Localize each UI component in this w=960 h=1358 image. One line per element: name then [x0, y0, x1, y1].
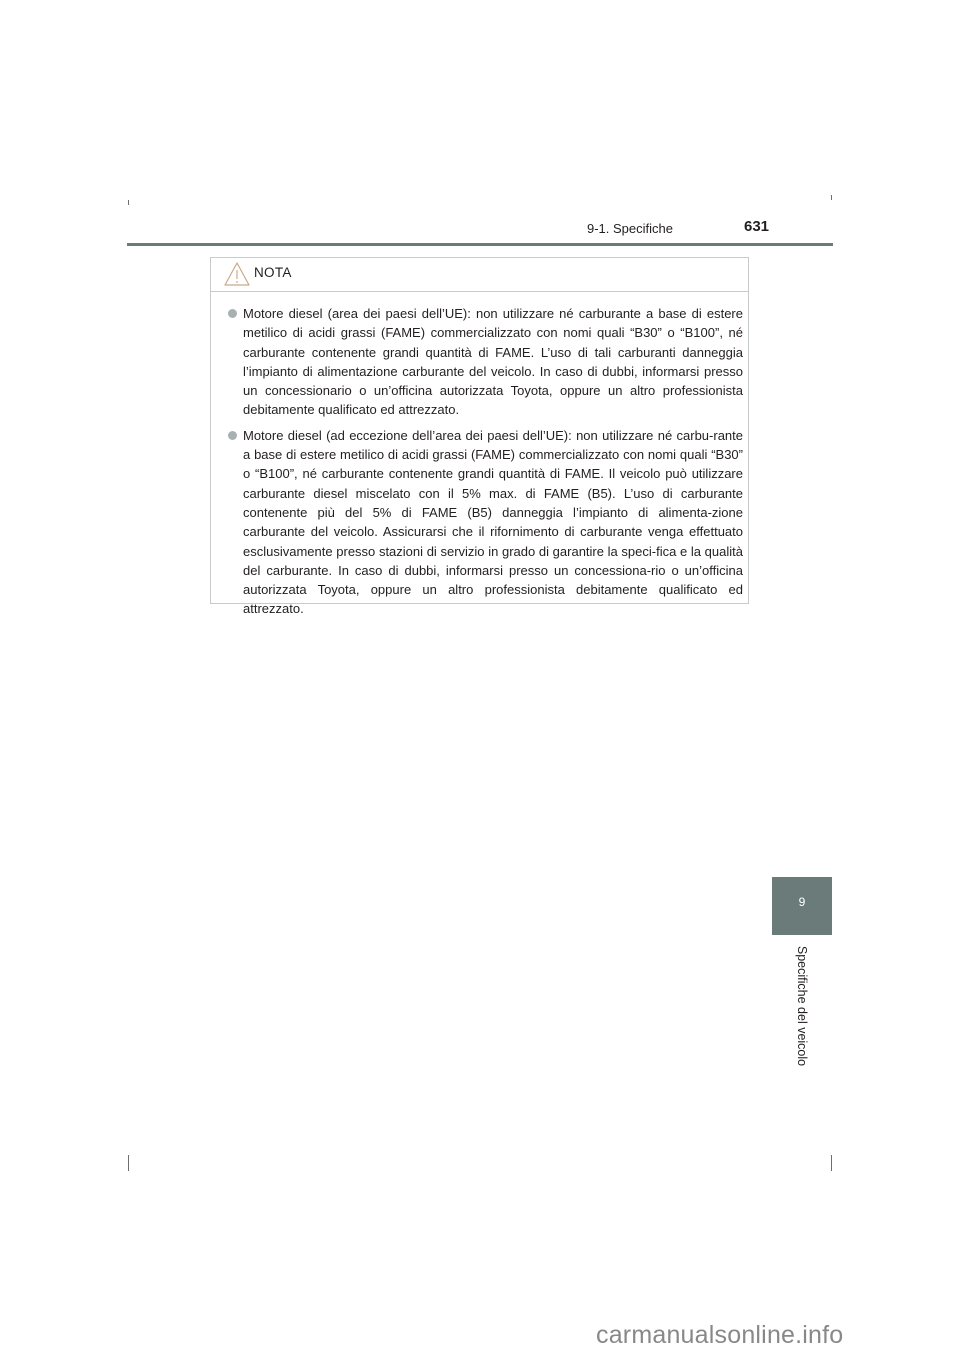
page-number: 631 — [744, 218, 770, 235]
crop-mark-bottom-left — [128, 1155, 129, 1171]
notice-item — [228, 426, 743, 619]
notice-item — [228, 304, 743, 420]
chapter-title: Specifiche del veicolo — [795, 945, 809, 1067]
crop-mark-top-right — [831, 195, 832, 200]
chapter-number: 9 — [798, 895, 806, 909]
notice-item-text: Motore diesel (ad eccezione dell’area dei paesi dell’UE): non utilizzare né carbu-rante a base di estere metilico di acidi grassi (FAME) commercializzato con nomi quali “B30” o “B100”, né carburante contenente grandi quantità di FAME. Il veicolo può utilizzare carburante diesel miscelato con il 5% max. di FAME (B5). L’uso di carburante contenente più del 5% di FAME (B5) danneggia l’impianto di alimenta-zione carburante del veicolo. Assicurarsi che il rifornimento di carburante venga effettuato esclusivamente presso stazioni di servizio in grado di garantire la speci-fica e la qualità del carburante. In caso di dubbi, informarsi presso un concessiona-rio o un’officina autorizzata Toyota, oppure un altro professionista debitamente qualificato ed attrezzato. — [243, 427, 743, 617]
notice-header — [211, 258, 748, 292]
crop-mark-top-left — [128, 200, 129, 205]
watermark: carmanualsonline.info — [596, 1321, 844, 1349]
header-rule — [127, 243, 833, 246]
chapter-tab — [772, 877, 832, 935]
notice-title: NOTA — [254, 265, 292, 280]
notice-box — [210, 257, 749, 617]
bullet-icon — [228, 309, 237, 318]
warning-triangle-icon — [224, 261, 250, 287]
section-header: 9-1. Specifiche — [587, 221, 673, 236]
notice-item-text: Motore diesel (area dei paesi dell’UE): non utilizzare né carburante a base di estere metilico di acidi grassi (FAME) commercializzato con nomi quali “B30” o “B100”, né carburante contenente grandi quantità di FAME. L’uso di tali carburanti danneggia l’impianto di alimentazione carburante del veicolo. In caso di dubbi, informarsi presso un concessionario o un’officina autorizzata Toyota, oppure un altro professionista debitamente qualificato ed attrezzato. — [243, 306, 743, 418]
crop-mark-bottom-right — [831, 1155, 832, 1171]
bullet-icon — [228, 431, 237, 440]
notice-body — [228, 304, 743, 625]
